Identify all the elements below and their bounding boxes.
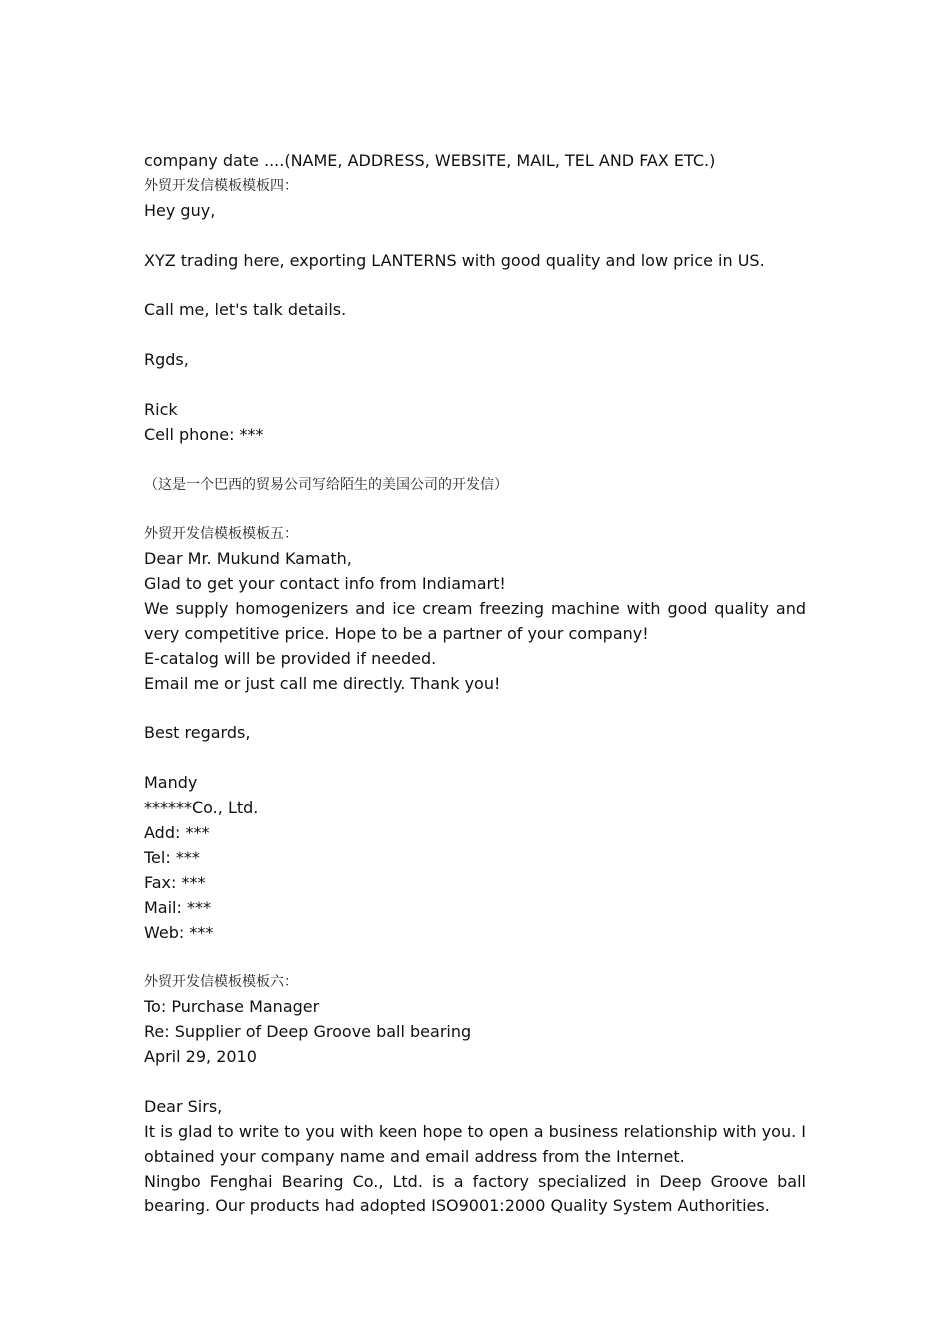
spacer — [144, 273, 806, 298]
spacer — [144, 224, 806, 249]
template4-name: Rick — [144, 399, 178, 419]
document-page — [144, 149, 806, 1219]
template4-heading: 外贸开发信模板模板四： — [144, 177, 298, 194]
spacer — [144, 1070, 806, 1095]
template5-salutation: Dear Mr. Mukund Kamath, — [144, 549, 352, 569]
spacer — [144, 946, 806, 971]
spacer — [144, 448, 806, 473]
template5-line2a: We supply homogenizers and ice cream freezing machine with good quality and — [144, 599, 806, 619]
template5-web: Web: *** — [144, 922, 214, 942]
template5-heading: 外贸开发信模板模板五： — [144, 526, 298, 543]
template6-date: April 29, 2010 — [144, 1047, 257, 1067]
template4-body: XYZ trading here, exporting LANTERNS with good quality and low price in US. — [144, 250, 765, 270]
template4-closing: Rgds, — [144, 350, 189, 370]
template6-p1b: obtained your company name and email address from the Internet. — [144, 1146, 685, 1166]
intro-line: company date ....(NAME, ADDRESS, WEBSITE, MAIL, TEL AND FAX ETC.) — [144, 151, 716, 170]
template5-add: Add: *** — [144, 823, 210, 843]
template5-company: ******Co., Ltd. — [144, 798, 259, 818]
template4-greeting: Hey guy, — [144, 200, 216, 220]
spacer — [144, 323, 806, 348]
template4-cell: Cell phone: *** — [144, 424, 264, 444]
template6-re: Re: Supplier of Deep Groove ball bearing — [144, 1022, 472, 1042]
template4-call: Call me, let's talk details. — [144, 300, 347, 320]
template6-salutation: Dear Sirs, — [144, 1096, 223, 1116]
template6-p2a: Ningbo Fenghai Bearing Co., Ltd. is a factory specialized in Deep Groove ball — [144, 1171, 806, 1191]
template5-line1: Glad to get your contact info from Indiamart! — [144, 574, 506, 594]
template4-note: （这是一个巴西的贸易公司写给陌生的美国公司的开发信） — [144, 476, 508, 493]
template6-p1a: It is glad to write to you with keen hope to open a business relationship with you. I — [144, 1121, 806, 1141]
template5-mail: Mail: *** — [144, 897, 211, 917]
template5-line4: Email me or just call me directly. Thank you! — [144, 673, 501, 693]
template5-line3: E-catalog will be provided if needed. — [144, 648, 437, 668]
template6-p2b: bearing. Our products had adopted ISO9001:2000 Quality System Authorities. — [144, 1196, 770, 1216]
template5-line2b: very competitive price. Hope to be a partner of your company! — [144, 623, 649, 643]
template5-fax: Fax: *** — [144, 872, 206, 892]
template6-to: To: Purchase Manager — [144, 997, 320, 1017]
template5-name: Mandy — [144, 773, 198, 793]
template6-heading: 外贸开发信模板模板六： — [144, 974, 298, 991]
spacer — [144, 373, 806, 398]
spacer — [144, 746, 806, 771]
template5-closing: Best regards, — [144, 723, 251, 743]
spacer — [144, 497, 806, 522]
spacer — [144, 697, 806, 722]
template5-tel: Tel: *** — [144, 847, 200, 867]
